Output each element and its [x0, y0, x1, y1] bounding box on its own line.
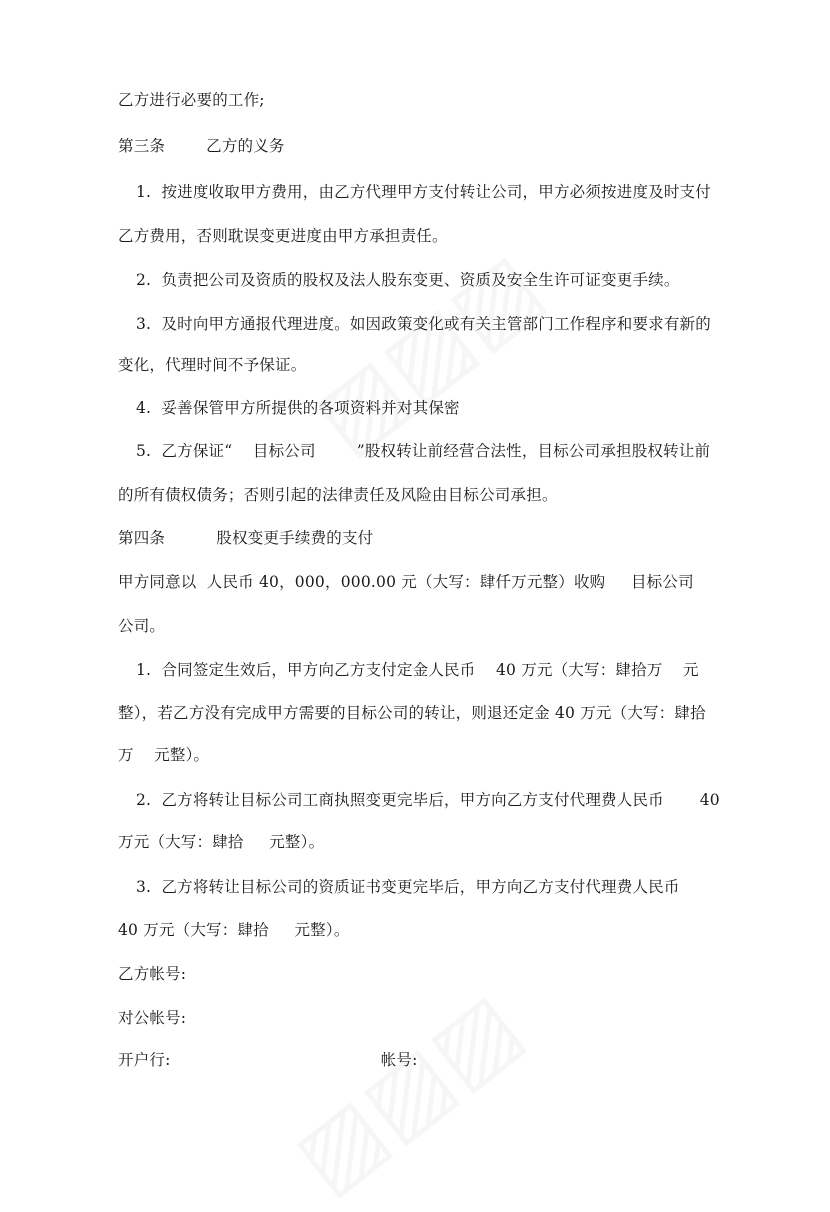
bank-account-label: 开户行: 帐号:	[118, 1051, 418, 1069]
text-line: 2. 负责把公司及资质的股权及法人股东变更、资质及安全生许可证变更手续。	[136, 271, 680, 289]
text-line: 4. 妥善保管甲方所提供的各项资料并对其保密	[136, 399, 460, 417]
article-heading-4: 第四条 股权变更手续费的支付	[118, 529, 374, 547]
text-line: 整），若乙方没有完成甲方需要的目标公司的转让，则退还定金 40 万元（大写：肆拾	[118, 704, 706, 722]
text-line: 40 万元（大写：肆拾 元整）。	[118, 921, 350, 939]
text-line: 的所有债权债务；否则引起的法律责任及风险由目标公司承担。	[118, 486, 558, 504]
article-heading-3: 第三条 乙方的义务	[118, 137, 285, 155]
text-line: 乙方费用，否则耽误变更进度由甲方承担责任。	[118, 227, 448, 245]
text-line: 乙方进行必要的工作;	[118, 91, 265, 109]
watermark-mark	[275, 973, 541, 1212]
corporate-account-label: 对公帐号:	[118, 1009, 187, 1027]
text-line: 万元（大写：肆拾 元整）。	[118, 833, 325, 851]
text-line: 变化，代理时间不予保证。	[118, 356, 307, 374]
text-line: 5. 乙方保证“ 目标公司 ”股权转让前经营合法性，目标公司承担股权转让前	[136, 442, 711, 460]
text-line: 3. 乙方将转让目标公司的资质证书变更完毕后，甲方向乙方支付代理费人民币	[136, 878, 680, 896]
text-line: 1. 按进度收取甲方费用，由乙方代理甲方支付转让公司，甲方必须按进度及时支付	[136, 183, 711, 201]
text-line: 甲方同意以 人民币 40，000，000.00 元（大写：肆仟万元整）收购 目标公司	[118, 573, 694, 591]
text-line: 1. 合同签定生效后，甲方向乙方支付定金人民币 40 万元（大写：肆拾万 元	[136, 661, 699, 679]
watermark-mark	[295, 233, 561, 473]
text-line: 3. 及时向甲方通报代理进度。如因政策变化或有关主管部门工作程序和要求有新的	[136, 315, 711, 333]
text-line: 2. 乙方将转让目标公司工商执照变更完毕后，甲方向乙方支付代理费人民币 40	[136, 791, 720, 809]
text-line: 公司。	[118, 617, 166, 635]
account-label: 乙方帐号:	[118, 965, 187, 983]
text-line: 万 元整）。	[118, 746, 210, 764]
